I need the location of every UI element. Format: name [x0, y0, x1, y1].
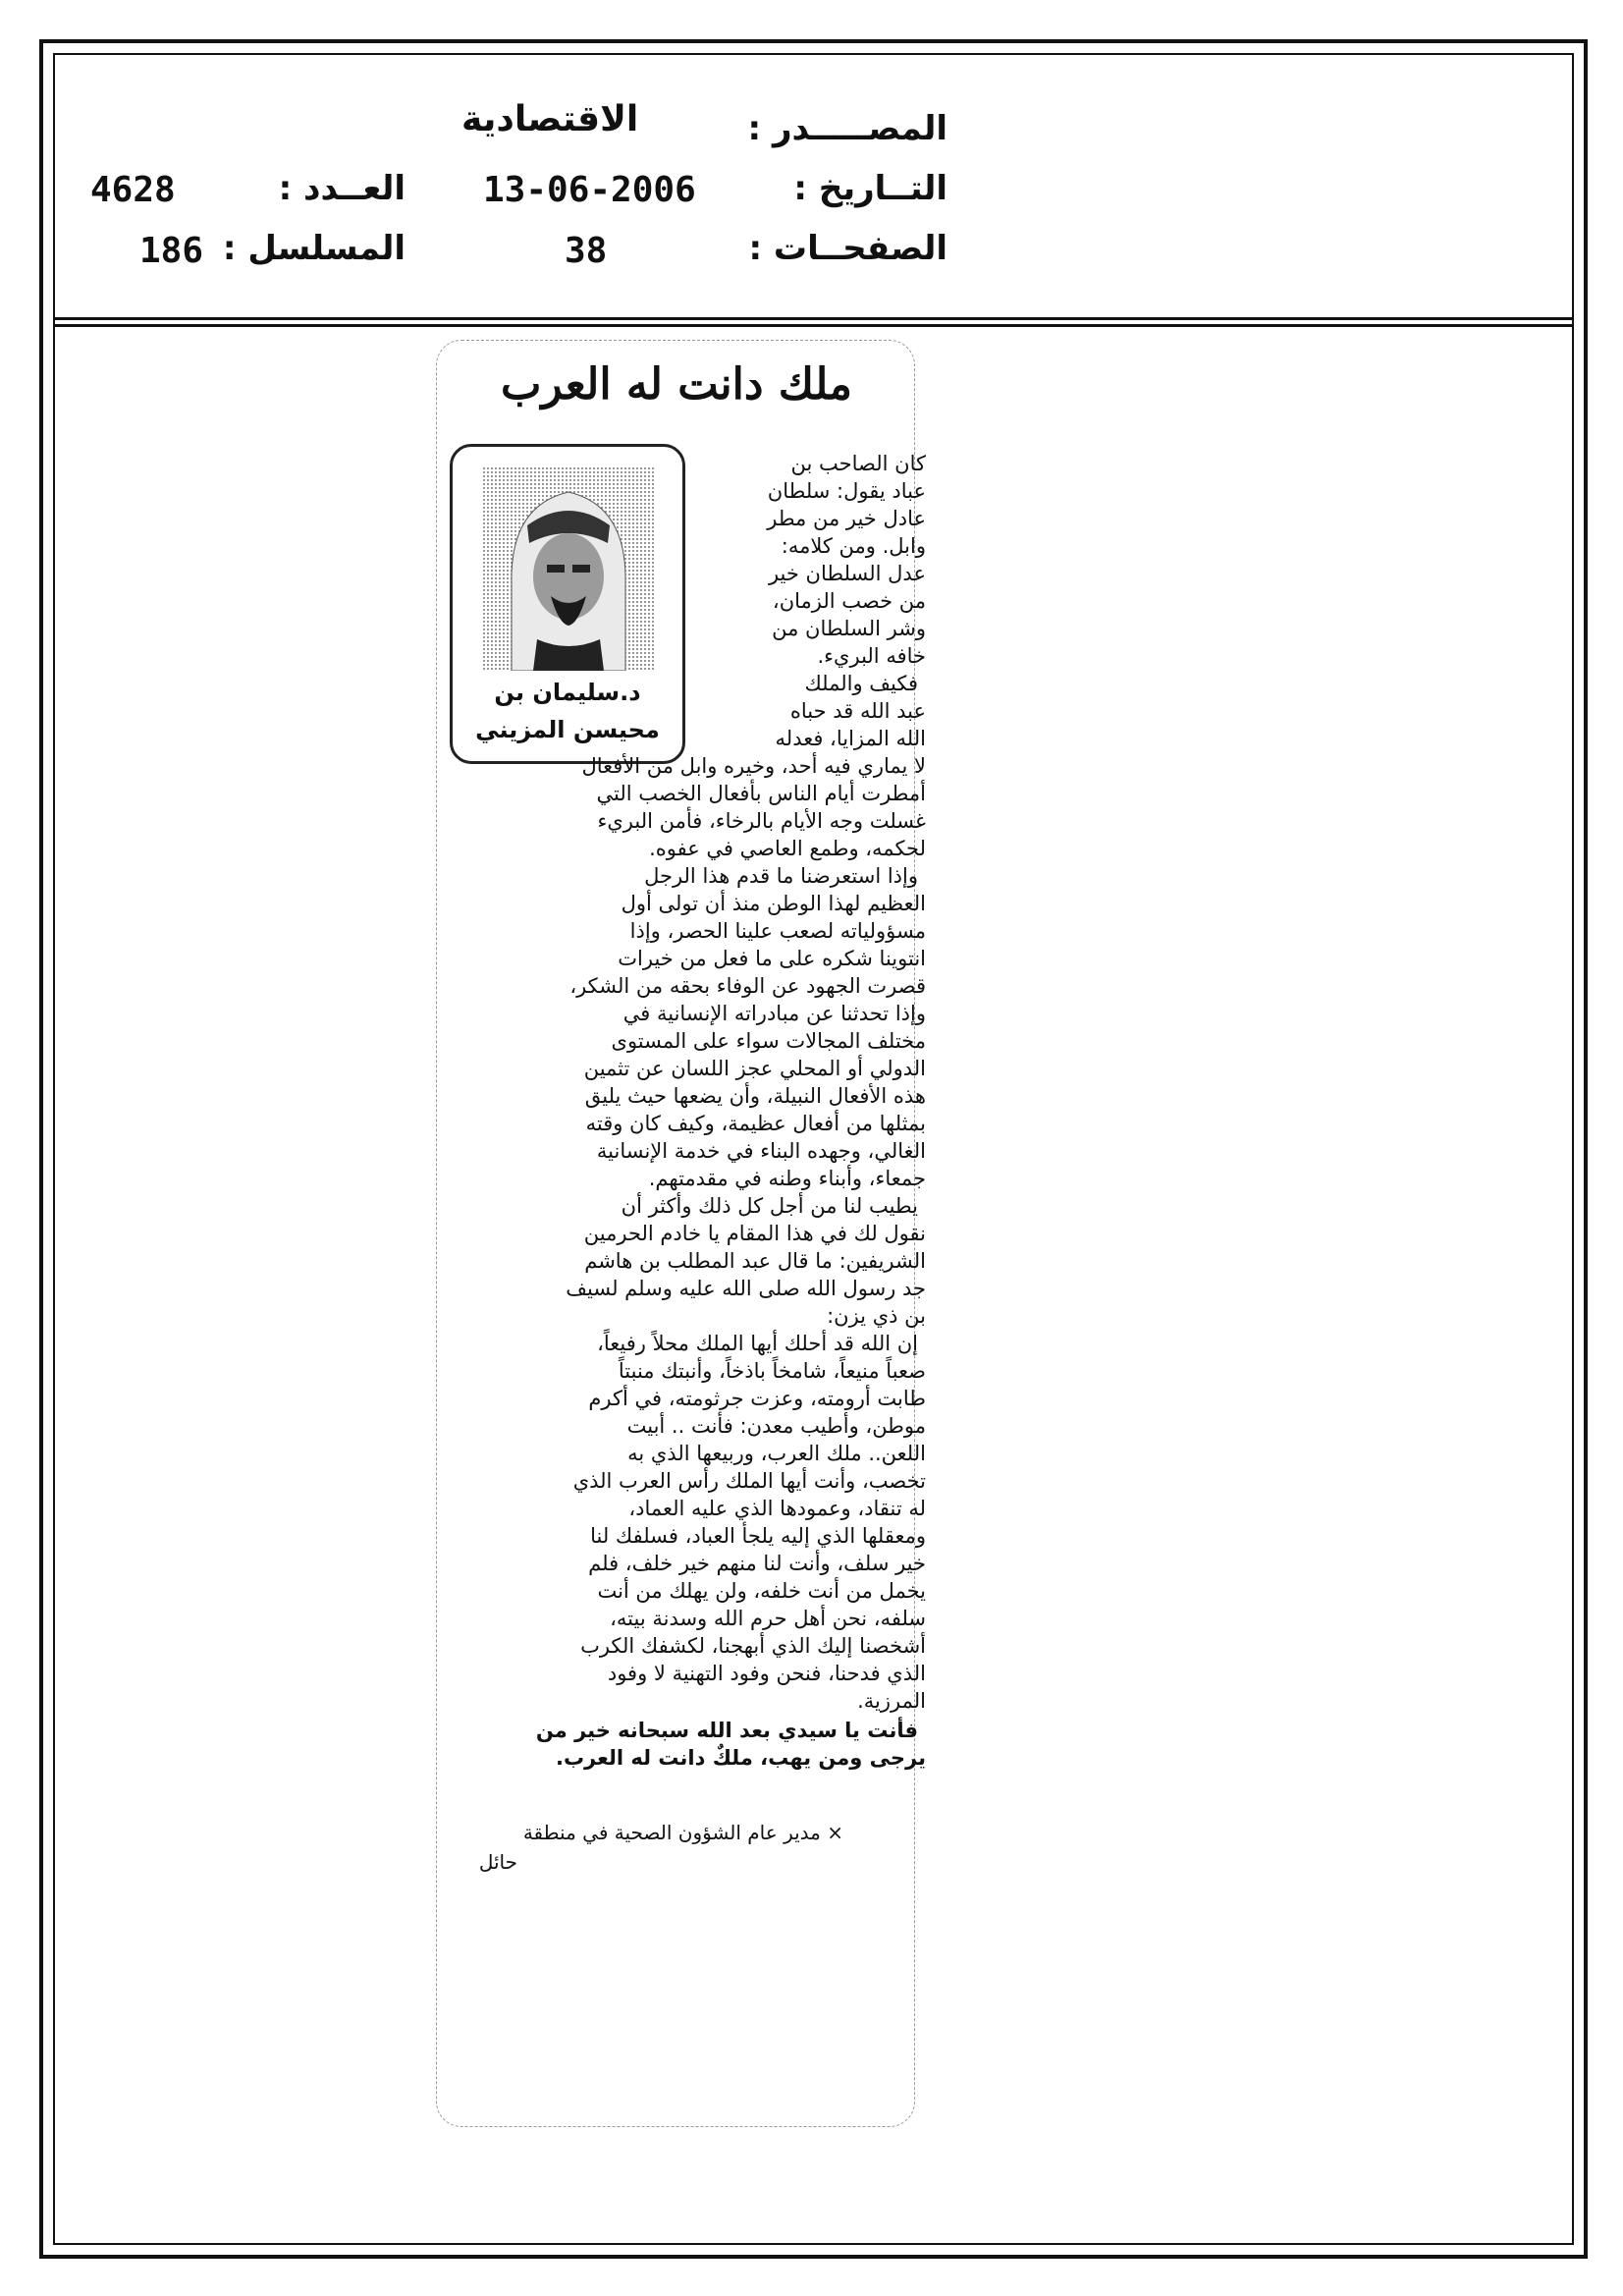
pages-label: الصفحــات :	[748, 229, 947, 268]
text-line: صعباً منيعاً، شامخاً باذخاً، وأنبتك منبتاً	[618, 1359, 926, 1383]
text-line: سلفه، نحن أهل حرم الله وسدنة بيته،	[610, 1607, 926, 1630]
text-line: العظيم لهذا الوطن منذ أن تولى أول	[621, 892, 926, 915]
date-value: 13-06-2006	[483, 170, 696, 210]
text-line: وإذا استعرضنا ما قدم هذا الرجل	[644, 864, 918, 888]
pages-value: 38	[565, 231, 608, 271]
text-line: الغالي، وجهده البناء في خدمة الإنسانية	[596, 1139, 926, 1163]
text-line: لحكمه، وطمع العاصي في عفوه.	[649, 837, 926, 860]
text-line: إن الله قد أحلك أيها الملك محلاً رفيعاً،	[597, 1332, 918, 1355]
text-line: الله المزايا، فعدله	[775, 727, 926, 750]
text-line: عدل السلطان خير	[768, 562, 926, 585]
text-line: أشخصنا إليك الذي أبهجنا، لكشفك الكرب	[580, 1634, 926, 1658]
text-line: الشريفين: ما قال عبد المطلب بن هاشم	[584, 1249, 926, 1273]
text-line: غسلت وجه الأيام بالرخاء، فأمن البريء	[597, 809, 926, 833]
text-line: جمعاء، وأبناء وطنه في مقدمتهم.	[648, 1167, 926, 1190]
text-line: بمثلها من أفعال عظيمة، وكيف كان وقته	[585, 1112, 926, 1135]
text-line: وشر السلطان من	[772, 617, 926, 640]
text-line: مسؤولياته لصعب علينا الحصر، وإذا	[629, 919, 926, 943]
text-line: الذي فدحنا، فنحن وفود التهنية لا وفود	[607, 1662, 926, 1685]
issue-value: 4628	[90, 170, 176, 210]
text-line: من خصب الزمان،	[772, 589, 926, 613]
text-line: وابل. ومن كلامه:	[781, 534, 926, 558]
text-line: عباد يقول: سلطان	[767, 479, 926, 503]
article-headline: ملك دانت له العرب	[501, 359, 852, 410]
text-line: اللعن.. ملك العرب، وربيعها الذي به	[627, 1442, 926, 1465]
text-line: كان الصاحب بن	[790, 452, 926, 475]
text-line: تخصب، وأنت أيها الملك رأس العرب الذي	[572, 1469, 926, 1493]
author-photo	[482, 466, 655, 671]
text-line: الدولي أو المحلي عجز اللسان عن تثمين	[583, 1057, 926, 1080]
author-box	[450, 444, 685, 764]
text-line: فكيف والملك	[804, 672, 918, 695]
text-line: قصرت الجهود عن الوفاء بحقه من الشكر،	[569, 974, 926, 998]
text-line: طابت أرومته، وعزت جرثومته، في أكرم	[588, 1387, 926, 1410]
text-line: يطيب لنا من أجل كل ذلك وأكثر أن	[621, 1194, 918, 1218]
text-line: مختلف المجالات سواء على المستوى	[611, 1029, 926, 1053]
serial-value: 186	[139, 231, 204, 271]
text-line: موطن، وأطيب معدن: فأنت .. أبيت	[626, 1414, 926, 1438]
header-divider	[53, 317, 1574, 327]
author-name-line2: محيسن المزيني	[475, 716, 660, 743]
text-line: يرجى ومن يهب، ملكٌ دانت له العرب.	[555, 1746, 926, 1770]
text-line: خير سلف، وأنت لنا منهم خير خلف، فلم	[588, 1552, 926, 1575]
text-line: انتوينا شكره على ما فعل من خيرات	[618, 947, 926, 970]
text-line: بن ذي يزن:	[827, 1304, 926, 1328]
text-line: وإذا تحدثنا عن مبادراته الإنسانية في	[622, 1002, 926, 1025]
text-line: له تنقاد، وعمودها الذي عليه العماد،	[628, 1497, 926, 1520]
footnote-line1: × مدير عام الشؤون الصحية في منطقة	[522, 1821, 843, 1844]
text-line: عادل خير من مطر	[767, 507, 926, 530]
text-line: فأنت يا سيدي بعد الله سبحانه خير من	[535, 1719, 918, 1742]
footnote-line2: حائل	[478, 1850, 517, 1874]
text-line: أمطرت أيام الناس بأفعال الخصب التي	[596, 782, 926, 805]
source-label: المصـــــدر :	[747, 109, 947, 148]
date-label: التــاريخ :	[793, 169, 947, 208]
text-line: المرزية.	[857, 1689, 926, 1713]
text-line: لا يماري فيه أحد، وخيره وابل من الأفعال	[581, 754, 926, 778]
text-line: عبد الله قد حباه	[789, 699, 926, 723]
serial-label: المسلسل :	[222, 229, 406, 268]
text-line: خافه البريء.	[817, 644, 926, 668]
text-line: نقول لك في هذا المقام يا خادم الحرمين	[583, 1222, 926, 1245]
text-line: جد رسول الله صلى الله عليه وسلم لسيف	[566, 1277, 926, 1300]
issue-label: العــدد :	[278, 169, 406, 208]
text-line: هذه الأفعال النبيلة، وأن يضعها حيث يليق	[584, 1084, 926, 1108]
source-value: الاقتصادية	[461, 99, 639, 139]
author-name-line1: د.سليمان بن	[494, 679, 641, 706]
text-line: ومعقلها الذي إليه يلجأ العباد، فسلفك لنا	[590, 1524, 926, 1548]
text-line: يخمل من أنت خلفه، ولن يهلك من أنت	[597, 1579, 926, 1603]
